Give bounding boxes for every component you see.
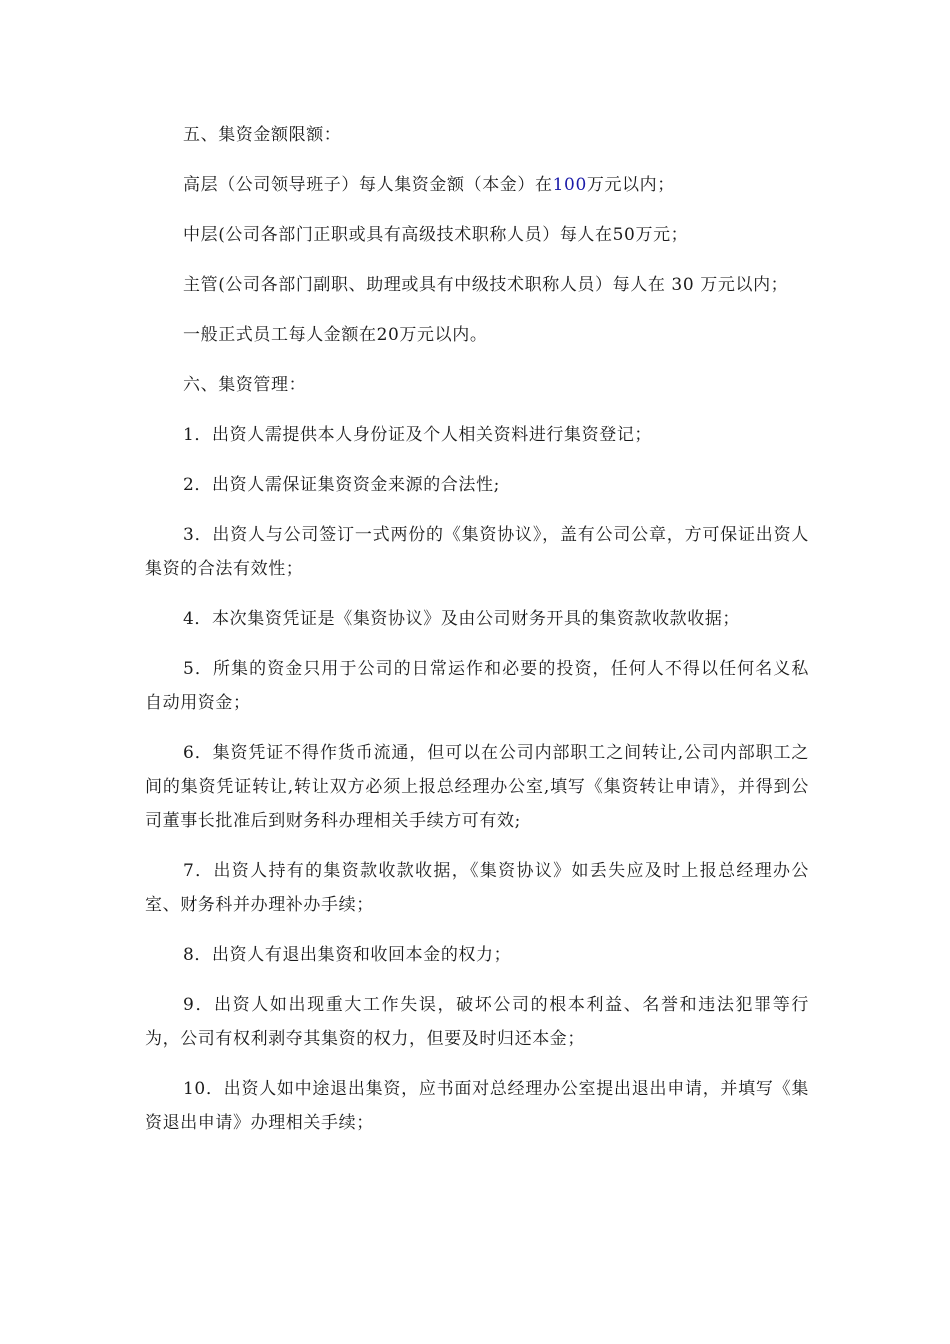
list-item: 5．所集的资金只用于公司的日常运作和必要的投资，任何人不得以任何名义私自动用资金； bbox=[145, 659, 809, 713]
list-item: 3．出资人与公司签订一式两份的《集资协议》，盖有公司公章，方可保证出资人集资的合法有效性； bbox=[145, 525, 809, 579]
section-6-heading: 六、集资管理： bbox=[183, 375, 307, 395]
list-item: 8．出资人有退出集资和收回本金的权力； bbox=[183, 945, 512, 965]
list-item: 6．集资凭证不得作货币流通，但可以在公司内部职工之间转让,公司内部职工之间的集资凭证转让,转让双方必须上报总经理办公室,填写《集资转让申请》，并得到公司董事长批准后到财务科办理相关手续方可有效; bbox=[145, 743, 809, 831]
section-5-heading: 五、集资金额限额： bbox=[183, 125, 342, 145]
list-item: 7．出资人持有的集资款收款收据，《集资协议》如丢失应及时上报总经理办公室、财务科并办理补办手续； bbox=[145, 861, 809, 915]
senior-limit-paragraph bbox=[145, 168, 809, 202]
middle-limit-paragraph: 中层(公司各部门正职或具有高级技术职称人员）每人在50万元； bbox=[183, 225, 689, 245]
supervisor-limit-paragraph: 主管(公司各部门副职、助理或具有中级技术职称人员）每人在 30 万元以内； bbox=[183, 275, 789, 295]
list-item: 9．出资人如出现重大工作失误，破坏公司的根本利益、名誉和违法犯罪等行为，公司有权利剥夺其集资的权力，但要及时归还本金； bbox=[145, 995, 809, 1049]
senior-limit-unit: 万元以内； bbox=[586, 175, 675, 195]
document-body bbox=[145, 118, 809, 1156]
senior-limit-text: 高层（公司领导班子）每人集资金额（本金）在 bbox=[183, 175, 553, 195]
senior-limit-amount: 100 bbox=[552, 175, 587, 195]
general-limit-paragraph: 一般正式员工每人金额在20万元以内。 bbox=[183, 325, 488, 345]
list-item: 2．出资人需保证集资资金来源的合法性; bbox=[183, 475, 500, 495]
list-item: 1．出资人需提供本人身份证及个人相关资料进行集资登记； bbox=[183, 425, 653, 445]
list-item: 10．出资人如中途退出集资，应书面对总经理办公室提出退出申请，并填写《集资退出申请》办理相关手续； bbox=[145, 1079, 809, 1133]
list-item: 4．本次集资凭证是《集资协议》及由公司财务开具的集资款收款收据； bbox=[183, 609, 741, 629]
